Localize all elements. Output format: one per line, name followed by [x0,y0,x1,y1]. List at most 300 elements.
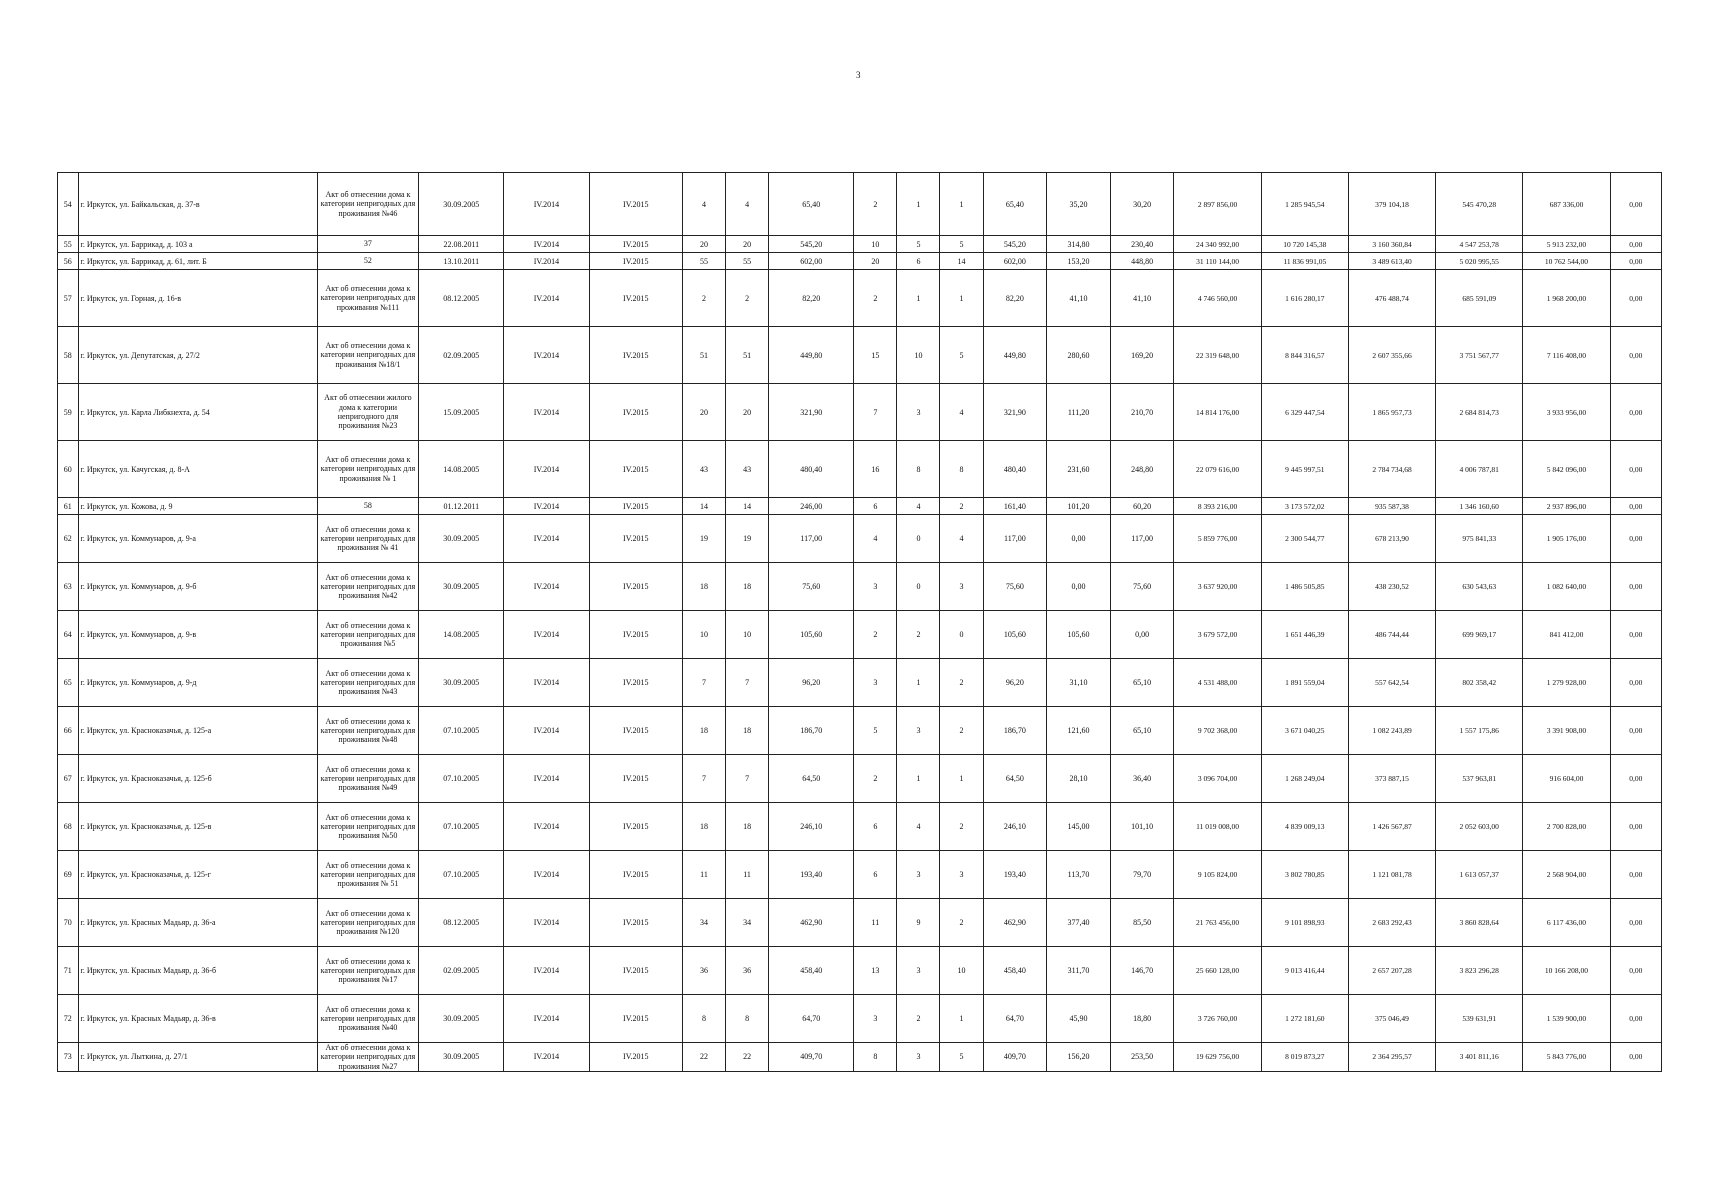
document-date-cell: 07.10.2005 [419,851,504,899]
total-cost-cell: 8 393 216,00 [1174,498,1261,515]
relocated-area-cell: 64,50 [983,755,1047,803]
row-number-cell: 67 [58,755,79,803]
fund-cost-cell: 3 173 572,02 [1261,498,1348,515]
premises-count-cell: 4 [854,515,897,563]
premises-count-cell: 8 [854,1043,897,1072]
premises-municipal-count-cell: 2 [940,803,983,851]
address-cell: г. Иркутск, ул. Баррикад, д. 103 а [78,236,317,253]
region-cost-cell: 678 213,90 [1348,515,1435,563]
additional-cost-cell: 841 412,00 [1523,611,1610,659]
row-number-cell: 62 [58,515,79,563]
relocated-area-cell: 105,60 [983,611,1047,659]
total-cost-cell: 9 702 368,00 [1174,707,1261,755]
other-cost-cell: 0,00 [1610,270,1661,327]
premises-count-cell: 11 [854,899,897,947]
municipal-cost-cell: 3 860 828,64 [1436,899,1523,947]
planned-end-quarter-cell: IV.2015 [589,947,682,995]
total-area-cell: 545,20 [769,236,854,253]
municipal-cost-cell: 545 470,28 [1436,173,1523,236]
municipal-area-cell: 230,40 [1110,236,1174,253]
premises-private-count-cell: 10 [897,327,940,384]
document-date-cell: 02.09.2005 [419,947,504,995]
premises-count-cell: 15 [854,327,897,384]
premises-municipal-count-cell: 5 [940,1043,983,1072]
region-cost-cell: 557 642,54 [1348,659,1435,707]
total-cost-cell: 21 763 456,00 [1174,899,1261,947]
region-cost-cell: 438 230,52 [1348,563,1435,611]
fund-cost-cell: 8 844 316,57 [1261,327,1348,384]
total-area-cell: 64,70 [769,995,854,1043]
municipal-area-cell: 210,70 [1110,384,1174,441]
private-area-cell: 111,20 [1047,384,1111,441]
address-cell: г. Иркутск, ул. Красноказачья, д. 125-а [78,707,317,755]
basis-document-cell: Акт об отнесении дома к категории непригодных для проживания №50 [317,803,419,851]
address-cell: г. Иркутск, ул. Красноказачья, д. 125-г [78,851,317,899]
total-area-cell: 462,90 [769,899,854,947]
table-row [58,803,1662,851]
basis-document-cell: Акт об отнесении дома к категории непригодных для проживания № 51 [317,851,419,899]
total-cost-cell: 4 746 560,00 [1174,270,1261,327]
fund-cost-cell: 10 720 145,38 [1261,236,1348,253]
housing-register-table [57,172,1662,1072]
premises-count-cell: 16 [854,441,897,498]
premises-private-count-cell: 1 [897,659,940,707]
additional-cost-cell: 7 116 408,00 [1523,327,1610,384]
table-row [58,707,1662,755]
residents-count-cell: 19 [682,515,725,563]
municipal-area-cell: 253,50 [1110,1043,1174,1072]
residents-count-cell: 2 [682,270,725,327]
total-cost-cell: 19 629 756,00 [1174,1043,1261,1072]
private-area-cell: 156,20 [1047,1043,1111,1072]
fund-cost-cell: 1 285 945,54 [1261,173,1348,236]
total-area-cell: 480,40 [769,441,854,498]
region-cost-cell: 379 104,18 [1348,173,1435,236]
fund-cost-cell: 9 445 997,51 [1261,441,1348,498]
residents-count-cell: 51 [682,327,725,384]
total-area-cell: 321,90 [769,384,854,441]
row-number-cell: 61 [58,498,79,515]
basis-document-cell: Акт об отнесении дома к категории непригодных для проживания №49 [317,755,419,803]
residents-count-cell: 18 [682,707,725,755]
residents-count-cell: 18 [682,803,725,851]
planned-start-quarter-cell: IV.2014 [504,441,589,498]
planned-start-quarter-cell: IV.2014 [504,270,589,327]
region-cost-cell: 1 865 957,73 [1348,384,1435,441]
relocated-area-cell: 409,70 [983,1043,1047,1072]
planned-start-quarter-cell: IV.2014 [504,851,589,899]
table-row [58,611,1662,659]
document-date-cell: 30.09.2005 [419,659,504,707]
additional-cost-cell: 1 968 200,00 [1523,270,1610,327]
additional-cost-cell: 1 539 900,00 [1523,995,1610,1043]
residents-count-relocated-cell: 43 [726,441,769,498]
municipal-area-cell: 18,80 [1110,995,1174,1043]
total-area-cell: 193,40 [769,851,854,899]
municipal-area-cell: 75,60 [1110,563,1174,611]
document-date-cell: 15.09.2005 [419,384,504,441]
planned-end-quarter-cell: IV.2015 [589,803,682,851]
premises-municipal-count-cell: 4 [940,384,983,441]
document-date-cell: 30.09.2005 [419,1043,504,1072]
municipal-cost-cell: 2 052 603,00 [1436,803,1523,851]
document-date-cell: 22.08.2011 [419,236,504,253]
residents-count-relocated-cell: 7 [726,755,769,803]
planned-start-quarter-cell: IV.2014 [504,899,589,947]
table-row [58,563,1662,611]
premises-private-count-cell: 3 [897,851,940,899]
other-cost-cell: 0,00 [1610,611,1661,659]
relocated-area-cell: 246,10 [983,803,1047,851]
planned-start-quarter-cell: IV.2014 [504,173,589,236]
total-area-cell: 458,40 [769,947,854,995]
municipal-area-cell: 101,10 [1110,803,1174,851]
planned-end-quarter-cell: IV.2015 [589,384,682,441]
additional-cost-cell: 5 913 232,00 [1523,236,1610,253]
other-cost-cell: 0,00 [1610,236,1661,253]
premises-count-cell: 2 [854,270,897,327]
document-date-cell: 07.10.2005 [419,707,504,755]
municipal-area-cell: 30,20 [1110,173,1174,236]
premises-count-cell: 2 [854,173,897,236]
planned-start-quarter-cell: IV.2014 [504,755,589,803]
residents-count-relocated-cell: 14 [726,498,769,515]
residents-count-relocated-cell: 20 [726,384,769,441]
municipal-cost-cell: 685 591,09 [1436,270,1523,327]
municipal-cost-cell: 630 543,63 [1436,563,1523,611]
municipal-cost-cell: 3 751 567,77 [1436,327,1523,384]
premises-municipal-count-cell: 3 [940,563,983,611]
region-cost-cell: 1 121 081,78 [1348,851,1435,899]
additional-cost-cell: 3 933 956,00 [1523,384,1610,441]
municipal-area-cell: 36,40 [1110,755,1174,803]
total-area-cell: 449,80 [769,327,854,384]
relocated-area-cell: 193,40 [983,851,1047,899]
private-area-cell: 231,60 [1047,441,1111,498]
municipal-cost-cell: 3 823 296,28 [1436,947,1523,995]
other-cost-cell: 0,00 [1610,327,1661,384]
residents-count-relocated-cell: 18 [726,707,769,755]
fund-cost-cell: 3 802 780,85 [1261,851,1348,899]
premises-count-cell: 6 [854,851,897,899]
residents-count-cell: 7 [682,659,725,707]
fund-cost-cell: 8 019 873,27 [1261,1043,1348,1072]
other-cost-cell: 0,00 [1610,851,1661,899]
residents-count-relocated-cell: 20 [726,236,769,253]
table-row [58,498,1662,515]
private-area-cell: 35,20 [1047,173,1111,236]
region-cost-cell: 2 657 207,28 [1348,947,1435,995]
total-cost-cell: 2 897 856,00 [1174,173,1261,236]
table-row [58,515,1662,563]
relocated-area-cell: 480,40 [983,441,1047,498]
table-row [58,173,1662,236]
municipal-area-cell: 60,20 [1110,498,1174,515]
total-cost-cell: 24 340 992,00 [1174,236,1261,253]
municipal-area-cell: 65,10 [1110,659,1174,707]
total-cost-cell: 5 859 776,00 [1174,515,1261,563]
private-area-cell: 31,10 [1047,659,1111,707]
row-number-cell: 71 [58,947,79,995]
basis-document-cell: Акт об отнесении жилого дома к категории непригодного для проживания №23 [317,384,419,441]
planned-start-quarter-cell: IV.2014 [504,236,589,253]
fund-cost-cell: 2 300 544,77 [1261,515,1348,563]
planned-end-quarter-cell: IV.2015 [589,563,682,611]
fund-cost-cell: 1 486 505,85 [1261,563,1348,611]
total-cost-cell: 11 019 008,00 [1174,803,1261,851]
relocated-area-cell: 75,60 [983,563,1047,611]
fund-cost-cell: 1 272 181,60 [1261,995,1348,1043]
address-cell: г. Иркутск, ул. Коммунаров, д. 9-а [78,515,317,563]
residents-count-cell: 55 [682,253,725,270]
premises-private-count-cell: 1 [897,173,940,236]
planned-start-quarter-cell: IV.2014 [504,563,589,611]
municipal-area-cell: 41,10 [1110,270,1174,327]
region-cost-cell: 476 488,74 [1348,270,1435,327]
basis-document-cell: 52 [317,253,419,270]
premises-private-count-cell: 0 [897,563,940,611]
planned-start-quarter-cell: IV.2014 [504,803,589,851]
basis-document-cell: Акт об отнесении дома к категории непригодных для проживания № 41 [317,515,419,563]
fund-cost-cell: 1 616 280,17 [1261,270,1348,327]
municipal-area-cell: 79,70 [1110,851,1174,899]
private-area-cell: 113,70 [1047,851,1111,899]
basis-document-cell: Акт об отнесении дома к категории непригодных для проживания № 1 [317,441,419,498]
private-area-cell: 153,20 [1047,253,1111,270]
planned-end-quarter-cell: IV.2015 [589,1043,682,1072]
residents-count-cell: 4 [682,173,725,236]
premises-private-count-cell: 3 [897,947,940,995]
municipal-cost-cell: 1 613 057,37 [1436,851,1523,899]
planned-start-quarter-cell: IV.2014 [504,995,589,1043]
planned-end-quarter-cell: IV.2015 [589,611,682,659]
residents-count-relocated-cell: 36 [726,947,769,995]
municipal-cost-cell: 4 006 787,81 [1436,441,1523,498]
table-row [58,851,1662,899]
relocated-area-cell: 321,90 [983,384,1047,441]
table-row [58,755,1662,803]
planned-end-quarter-cell: IV.2015 [589,441,682,498]
relocated-area-cell: 82,20 [983,270,1047,327]
residents-count-relocated-cell: 8 [726,995,769,1043]
fund-cost-cell: 9 013 416,44 [1261,947,1348,995]
table-row [58,1043,1662,1072]
premises-count-cell: 5 [854,707,897,755]
planned-start-quarter-cell: IV.2014 [504,659,589,707]
premises-private-count-cell: 3 [897,1043,940,1072]
other-cost-cell: 0,00 [1610,498,1661,515]
total-cost-cell: 9 105 824,00 [1174,851,1261,899]
planned-start-quarter-cell: IV.2014 [504,1043,589,1072]
other-cost-cell: 0,00 [1610,253,1661,270]
address-cell: г. Иркутск, ул. Кожова, д. 9 [78,498,317,515]
basis-document-cell: Акт об отнесении дома к категории непригодных для проживания №5 [317,611,419,659]
premises-count-cell: 20 [854,253,897,270]
premises-count-cell: 10 [854,236,897,253]
other-cost-cell: 0,00 [1610,707,1661,755]
document-date-cell: 30.09.2005 [419,173,504,236]
other-cost-cell: 0,00 [1610,899,1661,947]
planned-end-quarter-cell: IV.2015 [589,173,682,236]
table-row [58,236,1662,253]
basis-document-cell: Акт об отнесении дома к категории непригодных для проживания №43 [317,659,419,707]
municipal-area-cell: 448,80 [1110,253,1174,270]
premises-municipal-count-cell: 4 [940,515,983,563]
row-number-cell: 64 [58,611,79,659]
residents-count-cell: 11 [682,851,725,899]
basis-document-cell: Акт об отнесении дома к категории непригодных для проживания №40 [317,995,419,1043]
region-cost-cell: 935 587,38 [1348,498,1435,515]
table-row [58,270,1662,327]
private-area-cell: 45,90 [1047,995,1111,1043]
private-area-cell: 280,60 [1047,327,1111,384]
private-area-cell: 0,00 [1047,563,1111,611]
residents-count-relocated-cell: 10 [726,611,769,659]
relocated-area-cell: 161,40 [983,498,1047,515]
additional-cost-cell: 2 568 904,00 [1523,851,1610,899]
other-cost-cell: 0,00 [1610,995,1661,1043]
premises-count-cell: 2 [854,755,897,803]
municipal-area-cell: 117,00 [1110,515,1174,563]
relocated-area-cell: 545,20 [983,236,1047,253]
total-cost-cell: 4 531 488,00 [1174,659,1261,707]
other-cost-cell: 0,00 [1610,659,1661,707]
relocated-area-cell: 458,40 [983,947,1047,995]
residents-count-cell: 8 [682,995,725,1043]
premises-municipal-count-cell: 1 [940,755,983,803]
premises-municipal-count-cell: 2 [940,659,983,707]
basis-document-cell: 37 [317,236,419,253]
municipal-cost-cell: 539 631,91 [1436,995,1523,1043]
municipal-area-cell: 169,20 [1110,327,1174,384]
fund-cost-cell: 1 268 249,04 [1261,755,1348,803]
table-row [58,899,1662,947]
residents-count-cell: 20 [682,236,725,253]
planned-end-quarter-cell: IV.2015 [589,707,682,755]
premises-municipal-count-cell: 1 [940,173,983,236]
premises-municipal-count-cell: 3 [940,851,983,899]
row-number-cell: 72 [58,995,79,1043]
address-cell: г. Иркутск, ул. Коммунаров, д. 9-д [78,659,317,707]
private-area-cell: 377,40 [1047,899,1111,947]
planned-end-quarter-cell: IV.2015 [589,253,682,270]
additional-cost-cell: 5 843 776,00 [1523,1043,1610,1072]
row-number-cell: 58 [58,327,79,384]
row-number-cell: 54 [58,173,79,236]
row-number-cell: 73 [58,1043,79,1072]
document-date-cell: 08.12.2005 [419,899,504,947]
total-cost-cell: 3 726 760,00 [1174,995,1261,1043]
planned-start-quarter-cell: IV.2014 [504,707,589,755]
municipal-cost-cell: 975 841,33 [1436,515,1523,563]
fund-cost-cell: 6 329 447,54 [1261,384,1348,441]
planned-end-quarter-cell: IV.2015 [589,851,682,899]
row-number-cell: 70 [58,899,79,947]
total-area-cell: 246,10 [769,803,854,851]
address-cell: г. Иркутск, ул. Коммунаров, д. 9-в [78,611,317,659]
fund-cost-cell: 3 671 040,25 [1261,707,1348,755]
residents-count-relocated-cell: 22 [726,1043,769,1072]
total-cost-cell: 3 637 920,00 [1174,563,1261,611]
premises-private-count-cell: 1 [897,270,940,327]
row-number-cell: 56 [58,253,79,270]
relocated-area-cell: 462,90 [983,899,1047,947]
other-cost-cell: 0,00 [1610,803,1661,851]
municipal-cost-cell: 1 346 160,60 [1436,498,1523,515]
other-cost-cell: 0,00 [1610,441,1661,498]
private-area-cell: 41,10 [1047,270,1111,327]
total-cost-cell: 22 319 648,00 [1174,327,1261,384]
residents-count-relocated-cell: 11 [726,851,769,899]
document-date-cell: 14.08.2005 [419,441,504,498]
total-area-cell: 105,60 [769,611,854,659]
additional-cost-cell: 6 117 436,00 [1523,899,1610,947]
other-cost-cell: 0,00 [1610,1043,1661,1072]
row-number-cell: 69 [58,851,79,899]
total-area-cell: 186,70 [769,707,854,755]
total-cost-cell: 22 079 616,00 [1174,441,1261,498]
relocated-area-cell: 449,80 [983,327,1047,384]
document-date-cell: 07.10.2005 [419,755,504,803]
address-cell: г. Иркутск, ул. Красных Мадьяр, д. 36-в [78,995,317,1043]
additional-cost-cell: 2 700 828,00 [1523,803,1610,851]
region-cost-cell: 3 160 360,84 [1348,236,1435,253]
premises-private-count-cell: 9 [897,899,940,947]
additional-cost-cell: 1 082 640,00 [1523,563,1610,611]
premises-private-count-cell: 3 [897,707,940,755]
planned-end-quarter-cell: IV.2015 [589,659,682,707]
residents-count-relocated-cell: 51 [726,327,769,384]
address-cell: г. Иркутск, ул. Красных Мадьяр, д. 36-б [78,947,317,995]
total-cost-cell: 3 679 572,00 [1174,611,1261,659]
planned-end-quarter-cell: IV.2015 [589,515,682,563]
residents-count-cell: 34 [682,899,725,947]
row-number-cell: 55 [58,236,79,253]
relocated-area-cell: 117,00 [983,515,1047,563]
total-area-cell: 602,00 [769,253,854,270]
residents-count-cell: 43 [682,441,725,498]
premises-count-cell: 6 [854,803,897,851]
premises-private-count-cell: 4 [897,803,940,851]
total-cost-cell: 14 814 176,00 [1174,384,1261,441]
additional-cost-cell: 3 391 908,00 [1523,707,1610,755]
premises-private-count-cell: 4 [897,498,940,515]
residents-count-relocated-cell: 18 [726,563,769,611]
premises-private-count-cell: 8 [897,441,940,498]
table-row [58,327,1662,384]
planned-start-quarter-cell: IV.2014 [504,947,589,995]
municipal-cost-cell: 4 547 253,78 [1436,236,1523,253]
premises-municipal-count-cell: 2 [940,498,983,515]
total-area-cell: 65,40 [769,173,854,236]
residents-count-cell: 22 [682,1043,725,1072]
fund-cost-cell: 4 839 009,13 [1261,803,1348,851]
region-cost-cell: 486 744,44 [1348,611,1435,659]
premises-count-cell: 3 [854,659,897,707]
municipal-area-cell: 248,80 [1110,441,1174,498]
page-number: 3 [856,70,861,80]
basis-document-cell: Акт об отнесении дома к категории непригодных для проживания №18/1 [317,327,419,384]
residents-count-relocated-cell: 4 [726,173,769,236]
table-row [58,659,1662,707]
total-area-cell: 75,60 [769,563,854,611]
private-area-cell: 314,80 [1047,236,1111,253]
premises-municipal-count-cell: 1 [940,270,983,327]
premises-private-count-cell: 1 [897,755,940,803]
premises-private-count-cell: 5 [897,236,940,253]
document-date-cell: 07.10.2005 [419,803,504,851]
basis-document-cell: Акт об отнесении дома к категории непригодных для проживания №120 [317,899,419,947]
